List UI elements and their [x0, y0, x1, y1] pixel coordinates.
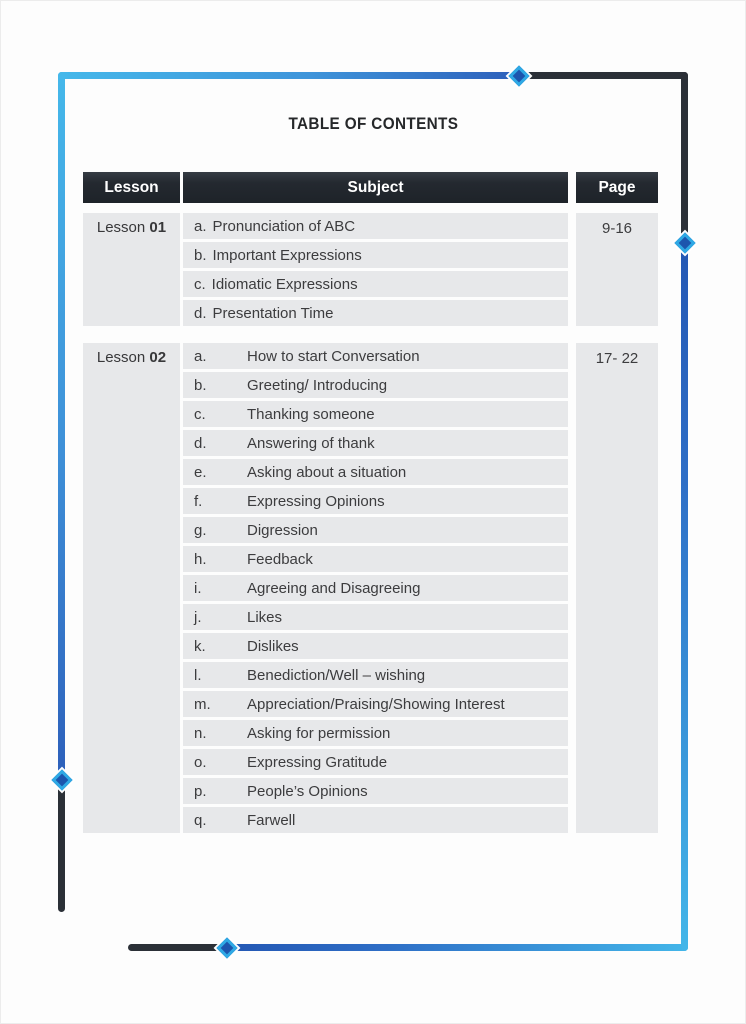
item-subject: Expressing Opinions [247, 492, 385, 510]
item-letter: i. [194, 579, 202, 597]
item-letter: g. [194, 521, 207, 539]
subject-row [183, 546, 568, 572]
subject-row [183, 807, 568, 833]
lesson-cell [83, 213, 180, 326]
item-subject: Benediction/Well – wishing [247, 666, 426, 684]
subject-row [183, 401, 568, 427]
item-subject: Appreciation/Praising/Showing Interest [247, 695, 505, 713]
subject-rows [183, 213, 568, 326]
subject-row [183, 271, 568, 297]
item-subject: Farwell [247, 811, 296, 829]
subject-row [183, 720, 568, 746]
item-subject: Thanking someone [247, 405, 375, 423]
frame-right-border [681, 72, 688, 951]
lesson-label: Lesson 01 [96, 219, 167, 236]
page-cell [576, 213, 658, 326]
diamond-icon [508, 65, 529, 86]
subject-row [183, 604, 568, 630]
subject-row [183, 691, 568, 717]
item-letter: b. [194, 246, 207, 264]
toc-table [83, 172, 658, 833]
item-letter: p. [194, 782, 207, 800]
header-subject: Subject [183, 172, 568, 203]
frame-top-border [58, 72, 688, 79]
subject-row [183, 633, 568, 659]
item-letter: c. [194, 405, 206, 423]
lesson-number: 01 [149, 219, 167, 236]
item-subject: Pronunciation of ABC [212, 217, 356, 235]
subject-row [183, 343, 568, 369]
item-letter: h. [194, 550, 207, 568]
diamond-icon [674, 232, 695, 253]
item-subject: Presentation Time [212, 304, 334, 322]
title-container [0, 114, 746, 134]
frame-bottom-border [128, 944, 688, 951]
lesson-section [83, 213, 658, 326]
page-range: 17- 22 [595, 350, 639, 367]
subject-row [183, 749, 568, 775]
item-subject: Asking about a situation [247, 463, 407, 481]
item-subject: People’s Opinions [247, 782, 368, 800]
page-range: 9-16 [601, 220, 633, 237]
item-letter: k. [194, 637, 206, 655]
lesson-cell [83, 343, 180, 833]
subject-row [183, 372, 568, 398]
subject-row [183, 662, 568, 688]
subject-row [183, 242, 568, 268]
item-letter: a. [194, 347, 207, 365]
item-subject: Feedback [247, 550, 313, 568]
lesson-label: Lesson 02 [96, 349, 167, 366]
subject-row [183, 459, 568, 485]
item-subject: Likes [247, 608, 283, 626]
item-subject: Dislikes [247, 637, 299, 655]
subject-row [183, 300, 568, 326]
item-subject: Idiomatic Expressions [211, 275, 358, 293]
lesson-section [83, 343, 658, 833]
item-letter: d. [194, 304, 207, 322]
item-letter: c. [194, 275, 206, 293]
item-letter: j. [194, 608, 202, 626]
subject-row [183, 430, 568, 456]
subject-row [183, 778, 568, 804]
subject-rows [183, 343, 568, 833]
item-letter: e. [194, 463, 207, 481]
item-letter: o. [194, 753, 207, 771]
item-subject: Expressing Gratitude [247, 753, 388, 771]
table-sections [83, 213, 658, 833]
item-letter: n. [194, 724, 207, 742]
subject-row [183, 517, 568, 543]
table-header-row [83, 172, 658, 203]
item-letter: q. [194, 811, 207, 829]
subject-row [183, 488, 568, 514]
subject-row [183, 575, 568, 601]
header-page: Page [576, 172, 658, 203]
item-subject: How to start Conversation [247, 347, 420, 365]
header-lesson: Lesson [83, 172, 180, 203]
item-letter: a. [194, 217, 207, 235]
page-cell [576, 343, 658, 833]
item-subject: Agreeing and Disagreeing [247, 579, 421, 597]
diamond-icon [51, 769, 72, 790]
lesson-number: 02 [149, 349, 167, 366]
item-subject: Greeting/ Introducing [247, 376, 388, 394]
item-subject: Asking for permission [247, 724, 391, 742]
page-title: TABLE OF CONTENTS [288, 114, 458, 133]
item-subject: Important Expressions [212, 246, 362, 264]
diamond-icon [216, 937, 237, 958]
item-letter: l. [194, 666, 202, 684]
item-letter: b. [194, 376, 207, 394]
item-letter: f. [194, 492, 203, 510]
item-letter: d. [194, 434, 207, 452]
item-subject: Answering of thank [247, 434, 375, 452]
item-letter: m. [194, 695, 211, 713]
item-subject: Digression [247, 521, 318, 539]
subject-row [183, 213, 568, 239]
